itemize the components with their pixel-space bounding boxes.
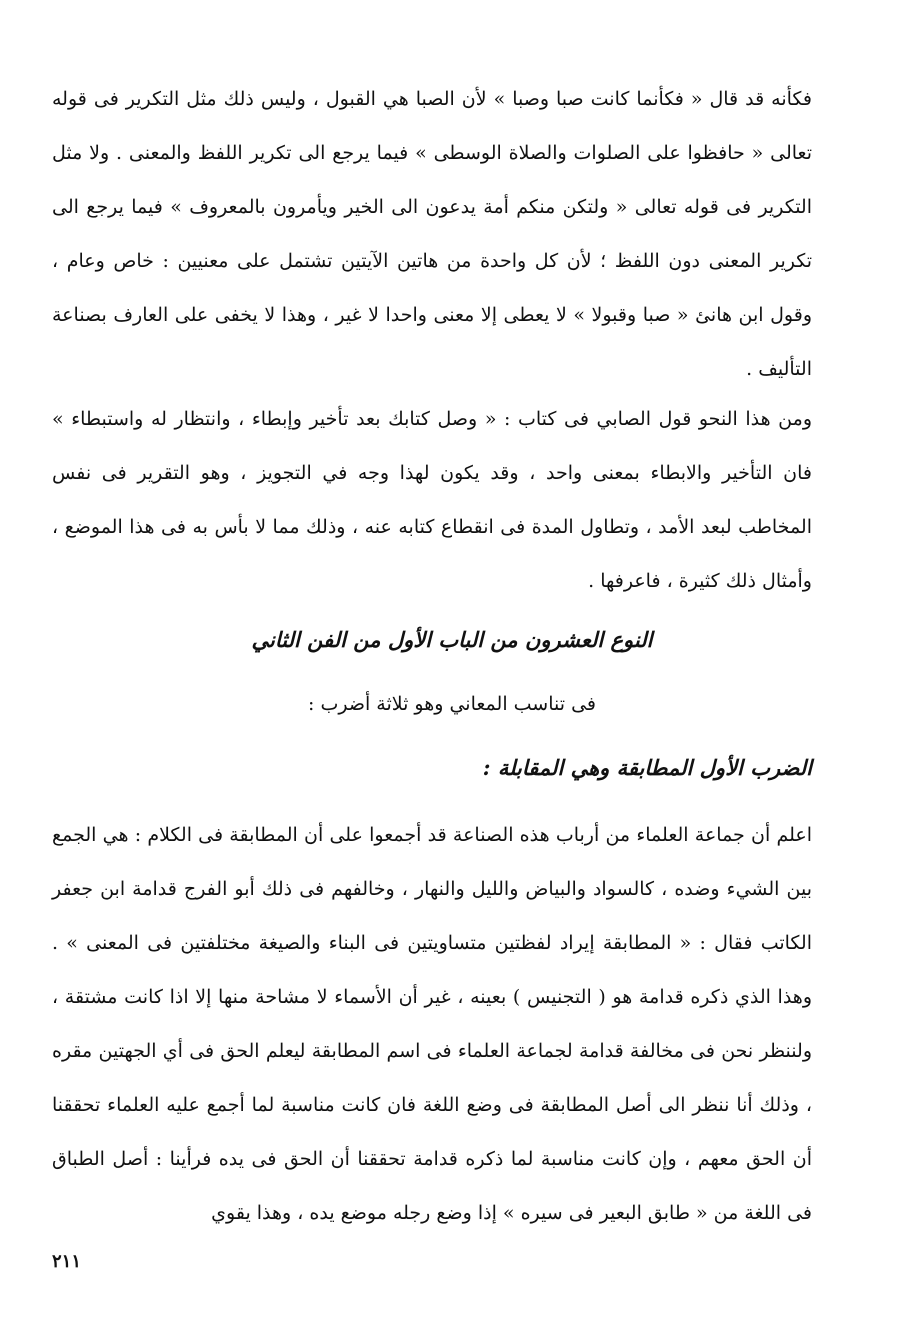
paragraph-block-3 xyxy=(52,808,812,1240)
paragraph-block-1 xyxy=(52,72,812,396)
section-heading: الضرب الأول المطابقة وهي المقابلة : xyxy=(482,755,812,780)
paragraph-3: اعلم أن جماعة العلماء من أرباب هذه الصناعة قد أجمعوا على أن المطابقة فى الكلام : هي الجمع بين الشيء وضده ، كالسواد والبياض والليل والنهار ، وخالفهم فى ذلك أبو الفرج قدامة ابن جعفر الكاتب فقال : « المطابقة إيراد لفظتين متساويتين فى البناء والصيغة مختلفتين فى المعنى » . وهذا الذي ذكره قدامة هو ( التجنيس ) بعينه ، غير أن الأسماء لا مشاحة منها إلا اذا كانت مشتقة ، ولننظر نحن فى مخالفة قدامة لجماعة العلماء فى اسم المطابقة ليعلم الحق فى أي الجهتين مقره ، وذلك أنا ننظر الى أصل المطابقة فى وضع اللغة فان كانت مناسبة لما أجمع عليه العلماء تحققنا أن الحق معهم ، وإن كانت مناسبة لما ذكره قدامة تحققنا أن الحق فى يده فرأينا : أصل الطباق فى اللغة من « طابق البعير فى سيره » إذا وضع رجله موضع يده ، وهذا يقوي xyxy=(52,824,812,1224)
page-number: ٢١١ xyxy=(52,1251,82,1272)
chapter-subtitle: فى تناسب المعاني وهو ثلاثة أضرب : xyxy=(308,693,596,715)
paragraph-block-2 xyxy=(52,392,812,608)
paragraph-1: فكأنه قد قال « فكأنما كانت صبا وصبا » لأن الصبا هي القبول ، وليس ذلك مثل التكرير فى قوله تعالى « حافظوا على الصلوات والصلاة الوسطى » فيما يرجع الى تكرير اللفظ والمعنى . ولا مثل التكرير فى قوله تعالى « ولتكن منكم أمة يدعون الى الخير ويأمرون بالمعروف » فيما يرجع الى تكرير المعنى دون اللفظ ؛ لأن كل واحدة من هاتين الآيتين تشتمل على معنيين : خاص وعام ، وقول ابن هانئ « صبا وقبولا » لا يعطى إلا معنى واحدا لا غير ، وهذا لا يخفى على العارف بصناعة التأليف . xyxy=(52,88,812,380)
paragraph-2: ومن هذا النحو قول الصابي فى كتاب : « وصل كتابك بعد تأخير وإبطاء ، وانتظار له واستبطاء » فان التأخير والابطاء بمعنى واحد ، وقد يكون لهذا وجه في التجويز ، وهو التقرير فى نفس المخاطب لبعد الأمد ، وتطاول المدة فى انقطاع كتابه عنه ، وذلك مما لا بأس به فى هذا الموضع ، وأمثال ذلك كثيرة ، فاعرفها . xyxy=(52,408,812,592)
chapter-heading: النوع العشرون من الباب الأول من الفن الثاني xyxy=(251,627,653,652)
